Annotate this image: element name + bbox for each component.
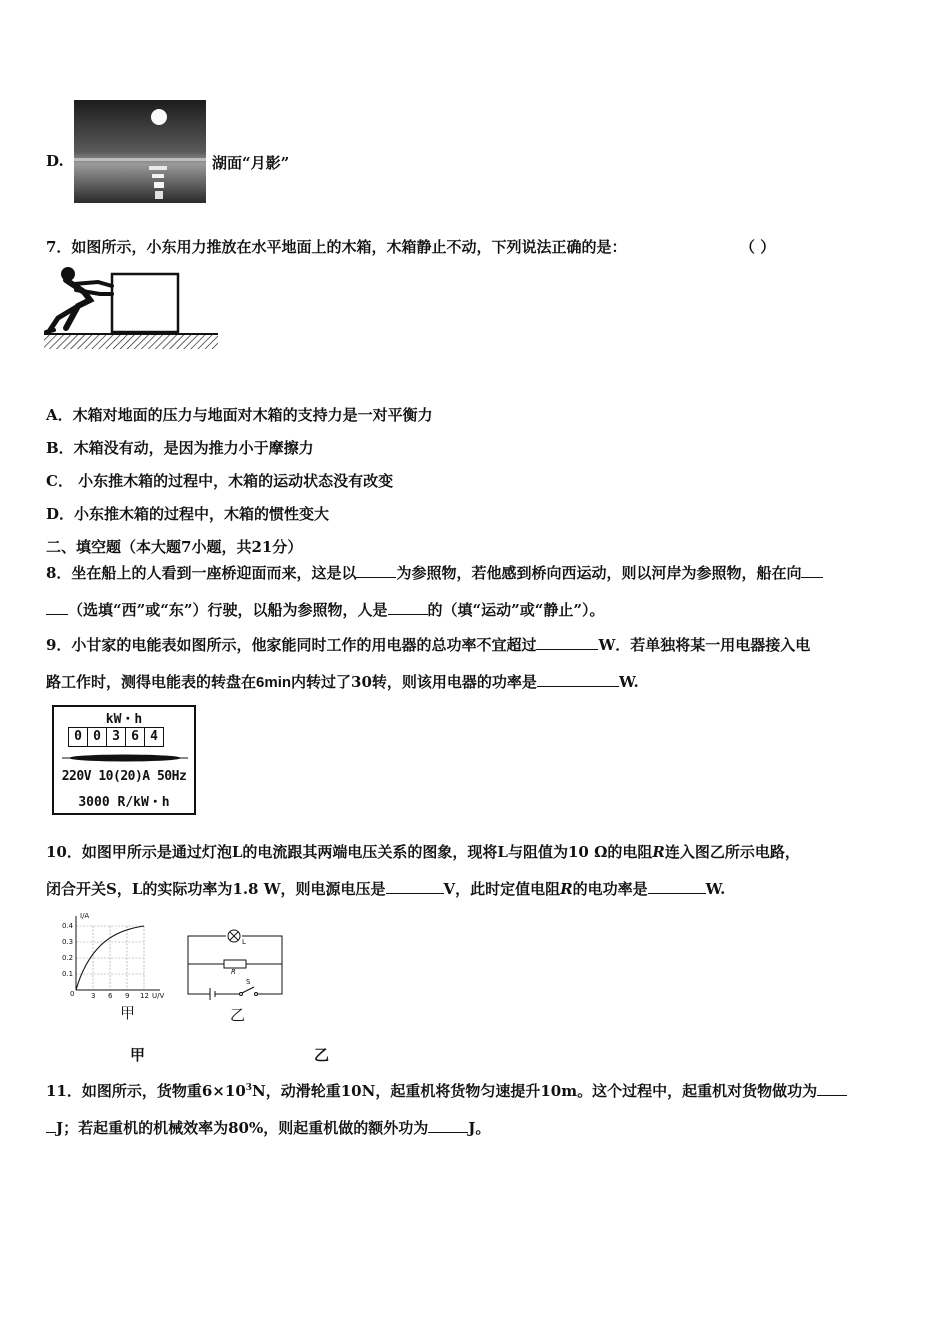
q10-text-d: V，此时定值电阻 — [443, 880, 561, 898]
graph-ytick: 0.4 — [62, 922, 74, 930]
q7-answer-bracket: （ ） — [740, 238, 776, 256]
q9-time: 6min — [256, 674, 292, 691]
q9-text-c: 路工作时，测得电能表的转盘在 — [46, 673, 257, 691]
q11-line2 — [46, 1117, 490, 1138]
q7-option-a: A．木箱对地面的压力与地面对木箱的支持力是一对平衡力 — [46, 406, 433, 424]
q8-text-d: 的（填“运动”或“静止”）。 — [427, 601, 605, 619]
q10-r: R — [652, 843, 665, 861]
moon-reflection-photo — [74, 100, 206, 203]
graph-xlabel: U/V — [152, 992, 165, 1000]
graph-ytick: 0.3 — [62, 938, 74, 946]
q8-blank-2a[interactable] — [801, 563, 823, 578]
circuit-resistor-label: R — [231, 968, 236, 976]
meter-digit: 3 — [107, 727, 126, 747]
q10-blank-2[interactable] — [648, 879, 706, 894]
q8-blank-2b[interactable] — [46, 600, 68, 615]
q10-text-c: 闭合开关S，L的实际功率为1.8 W，则电源电压是 — [46, 880, 386, 898]
q10-line2 — [46, 878, 725, 899]
graph-ylabel: I/A — [80, 912, 90, 920]
meter-disc-icon — [62, 753, 188, 763]
q8-text-a: 8．坐在船上的人看到一座桥迎面而来，这是以 — [46, 564, 357, 582]
q7-stem: 7．如图所示，小东用力推放在水平地面上的木箱，木箱静止不动，下列说法正确的是： — [46, 238, 627, 256]
pushing-box-figure — [44, 262, 220, 352]
circuit-caption-small: 乙 — [230, 1006, 246, 1024]
q11-blank-2[interactable] — [428, 1118, 468, 1133]
circuit-diagram — [184, 926, 286, 1002]
q9-text-b: W．若单独将某一用电器接入电 — [598, 636, 811, 654]
section-title: 二、填空题（本大题7小题，共21分） — [46, 538, 303, 556]
graph-ytick: 0.2 — [62, 954, 74, 962]
q9-turns: 30 — [351, 673, 372, 691]
figure-label-yi: 乙 — [314, 1046, 330, 1064]
q8-blank-3[interactable] — [388, 600, 428, 615]
q11-exponent: 3 — [245, 1083, 253, 1093]
meter-digit: 6 — [126, 727, 145, 747]
electric-meter — [52, 705, 196, 815]
graph-xtick: 12 — [140, 992, 149, 1000]
q11-blank-1a[interactable] — [817, 1081, 847, 1096]
circuit-lamp-label: L — [242, 938, 246, 946]
graph-ytick: 0 — [70, 990, 75, 998]
graph-xtick: 6 — [108, 992, 113, 1000]
meter-digit: 0 — [68, 727, 88, 747]
q8-text-c: （选填“西”或“东”）行驶，以船为参照物，人是 — [68, 601, 388, 619]
q10-line1 — [46, 841, 800, 862]
meter-digits — [68, 727, 164, 747]
q10-r2: R — [560, 880, 573, 898]
meter-digit: 0 — [88, 727, 107, 747]
q11-line1 — [46, 1080, 847, 1101]
q11-text-c: J；若起重机的机械效率为80%，则起重机做的额外功为 — [56, 1119, 429, 1137]
meter-digit: 4 — [145, 727, 164, 747]
q9-blank-2[interactable] — [537, 672, 619, 687]
q9-text-e: 转，则该用电器的功率是 — [371, 673, 537, 691]
q11-text-b: N，动滑轮重10N，起重机将货物匀速提升10m。这个过程中，起重机对货物做功为 — [252, 1082, 818, 1100]
option-d-letter: D. — [46, 152, 64, 170]
q10-text-f: W. — [705, 880, 726, 898]
q11-text-d: J。 — [468, 1119, 491, 1137]
q9-text-a: 9．小甘家的电能表如图所示，他家能同时工作的用电器的总功率不宜超过 — [46, 636, 537, 654]
q9-line2 — [46, 671, 639, 692]
q7-option-b: B．木箱没有动，是因为推力小于摩擦力 — [46, 439, 314, 457]
q11-text-a: 11．如图所示，货物重6×10 — [46, 1082, 246, 1100]
q10-text-a: 10．如图甲所示是通过灯泡L的电流跟其两端电压关系的图象，现将L与阻值为10 Ω的电阻 — [46, 843, 653, 861]
graph-ytick: 0.1 — [62, 970, 74, 978]
q9-blank-1[interactable] — [536, 635, 598, 650]
q10-text-e: 的电功率是 — [572, 880, 648, 898]
q8-blank-1[interactable] — [356, 563, 396, 578]
iv-graph — [60, 912, 172, 1004]
graph-xtick: 9 — [125, 992, 130, 1000]
meter-constant: 3000 R/kW・h — [78, 795, 170, 810]
q9-text-f: W. — [618, 673, 639, 691]
q8-line2 — [46, 599, 605, 620]
meter-rating: 220V 10(20)A 50Hz — [61, 769, 187, 784]
q10-blank-1[interactable] — [386, 879, 444, 894]
q7-option-c: C． 小东推木箱的过程中，木箱的运动状态没有改变 — [46, 472, 394, 490]
graph-caption-small: 甲 — [120, 1004, 136, 1022]
q9-text-d: 内转过了 — [291, 673, 352, 691]
q8-text-b: 为参照物，若他感到桥向西运动，则以河岸为参照物，船在向 — [396, 564, 802, 582]
figure-label-jia: 甲 — [130, 1046, 146, 1064]
q9-line1 — [46, 634, 810, 655]
option-d-caption: 湖面“月影” — [212, 154, 290, 172]
q11-blank-1b[interactable] — [46, 1118, 56, 1133]
q7-option-d: D．小东推木箱的过程中，木箱的惯性变大 — [46, 505, 330, 523]
q10-text-b: 连入图乙所示电路， — [664, 843, 800, 861]
q8-line1 — [46, 562, 823, 583]
circuit-switch-label: S — [246, 978, 251, 986]
meter-unit: kW・h — [105, 712, 143, 727]
graph-xtick: 3 — [91, 992, 96, 1000]
